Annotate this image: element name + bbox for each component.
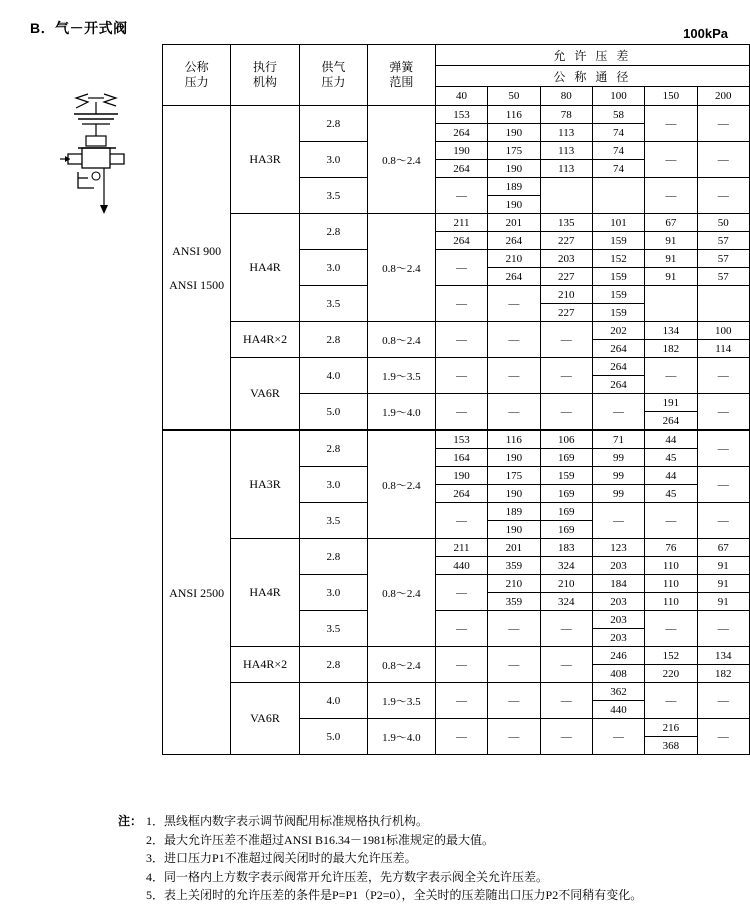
data-cell: 78 bbox=[540, 106, 592, 124]
data-cell: 44 bbox=[645, 430, 697, 449]
data-cell: — bbox=[488, 719, 540, 755]
data-cell: 110 bbox=[645, 593, 697, 611]
note-item: 4．同一格内上方数字表示阀常开允许压差，先方数字表示阀全关允许压差。 bbox=[146, 869, 549, 884]
actuator-label: VA6R bbox=[231, 683, 300, 755]
data-cell: 91 bbox=[697, 557, 749, 575]
supply-pressure-value: 3.0 bbox=[299, 575, 367, 611]
supply-pressure-value: 5.0 bbox=[299, 394, 367, 431]
data-cell: — bbox=[435, 719, 487, 755]
data-cell: 57 bbox=[697, 232, 749, 250]
data-cell: 227 bbox=[540, 232, 592, 250]
data-cell: — bbox=[592, 719, 644, 755]
data-cell: 216 bbox=[645, 719, 697, 737]
data-cell: — bbox=[540, 611, 592, 647]
data-cell: 113 bbox=[540, 160, 592, 178]
data-cell: — bbox=[435, 250, 487, 286]
data-cell: 182 bbox=[697, 665, 749, 683]
data-cell: 45 bbox=[645, 485, 697, 503]
data-cell: 99 bbox=[592, 485, 644, 503]
pneumatic-open-valve-diagram bbox=[58, 92, 148, 222]
data-cell: 110 bbox=[645, 557, 697, 575]
data-cell: 190 bbox=[435, 142, 487, 160]
col-header-allowable-dp: 允 许 压 差 bbox=[435, 45, 749, 66]
data-cell: 50 bbox=[697, 214, 749, 232]
data-cell bbox=[645, 286, 697, 322]
data-cell: — bbox=[435, 503, 487, 539]
supply-pressure-value: 2.8 bbox=[299, 430, 367, 467]
data-cell: 152 bbox=[645, 647, 697, 665]
data-cell: 440 bbox=[592, 701, 644, 719]
supply-pressure-value: 3.5 bbox=[299, 503, 367, 539]
data-cell: — bbox=[540, 683, 592, 719]
actuator-label: HA3R bbox=[231, 106, 300, 214]
spring-range-value: 1.9～4.0 bbox=[367, 394, 435, 431]
data-cell bbox=[592, 178, 644, 214]
data-cell: — bbox=[435, 647, 487, 683]
data-cell: — bbox=[435, 394, 487, 431]
table-row bbox=[163, 647, 750, 665]
data-cell: 264 bbox=[488, 232, 540, 250]
data-cell: — bbox=[697, 142, 749, 178]
table-row bbox=[163, 683, 750, 701]
data-cell: 190 bbox=[435, 467, 487, 485]
spring-range-value: 0.8～2.4 bbox=[367, 106, 435, 214]
data-cell: 264 bbox=[592, 358, 644, 376]
actuator-label: HA4R×2 bbox=[231, 322, 300, 358]
table-row bbox=[163, 539, 750, 557]
data-cell: 201 bbox=[488, 539, 540, 557]
data-cell: 190 bbox=[488, 160, 540, 178]
data-cell: 175 bbox=[488, 467, 540, 485]
data-cell: 169 bbox=[540, 449, 592, 467]
data-cell: 189 bbox=[488, 503, 540, 521]
data-cell: 114 bbox=[697, 340, 749, 358]
data-cell: 359 bbox=[488, 593, 540, 611]
data-cell: — bbox=[435, 575, 487, 611]
data-cell: 159 bbox=[592, 304, 644, 322]
col-header-size-80: 80 bbox=[540, 87, 592, 106]
notes-block bbox=[118, 812, 746, 905]
data-cell: 183 bbox=[540, 539, 592, 557]
data-cell: — bbox=[435, 358, 487, 394]
data-cell: — bbox=[488, 611, 540, 647]
data-cell: 203 bbox=[592, 593, 644, 611]
supply-pressure-value: 4.0 bbox=[299, 683, 367, 719]
data-cell: — bbox=[697, 467, 749, 503]
data-cell: 159 bbox=[592, 268, 644, 286]
data-cell: 211 bbox=[435, 214, 487, 232]
supply-pressure-value: 4.0 bbox=[299, 358, 367, 394]
col-header-size-100: 100 bbox=[592, 87, 644, 106]
supply-pressure-value: 3.0 bbox=[299, 467, 367, 503]
actuator-label: HA3R bbox=[231, 430, 300, 539]
data-cell: 100 bbox=[697, 322, 749, 340]
data-cell: 368 bbox=[645, 737, 697, 755]
data-cell: — bbox=[488, 322, 540, 358]
data-cell: 91 bbox=[645, 250, 697, 268]
data-cell: 264 bbox=[592, 376, 644, 394]
data-cell: — bbox=[645, 142, 697, 178]
data-cell: 116 bbox=[488, 106, 540, 124]
data-cell: 182 bbox=[645, 340, 697, 358]
data-cell: — bbox=[488, 683, 540, 719]
col-header-size-50: 50 bbox=[488, 87, 540, 106]
spring-range-value: 1.9～4.0 bbox=[367, 719, 435, 755]
data-cell: 264 bbox=[435, 124, 487, 142]
data-cell: 220 bbox=[645, 665, 697, 683]
data-cell: 153 bbox=[435, 430, 487, 449]
unit-label: 100kPa bbox=[683, 26, 728, 41]
data-cell: 203 bbox=[592, 629, 644, 647]
data-cell: 264 bbox=[645, 412, 697, 431]
data-cell: 264 bbox=[435, 485, 487, 503]
notes-label: 注： bbox=[118, 814, 143, 828]
data-cell: — bbox=[645, 611, 697, 647]
supply-pressure-value: 2.8 bbox=[299, 214, 367, 250]
data-cell: 210 bbox=[488, 575, 540, 593]
data-cell: 113 bbox=[540, 124, 592, 142]
supply-pressure-value: 3.0 bbox=[299, 142, 367, 178]
data-cell: 362 bbox=[592, 683, 644, 701]
data-cell: 159 bbox=[540, 467, 592, 485]
table-row bbox=[163, 358, 750, 376]
data-cell: 189 bbox=[488, 178, 540, 196]
data-cell: 106 bbox=[540, 430, 592, 449]
data-cell: — bbox=[697, 430, 749, 467]
data-cell: 202 bbox=[592, 322, 644, 340]
data-cell: — bbox=[435, 683, 487, 719]
table-row bbox=[163, 214, 750, 232]
data-cell: 210 bbox=[488, 250, 540, 268]
data-cell: 190 bbox=[488, 521, 540, 539]
spring-range-value: 1.9～3.5 bbox=[367, 358, 435, 394]
actuator-label: HA4R×2 bbox=[231, 647, 300, 683]
data-cell: — bbox=[540, 358, 592, 394]
data-cell: 159 bbox=[592, 286, 644, 304]
data-cell: — bbox=[645, 503, 697, 539]
data-cell: — bbox=[645, 358, 697, 394]
group-label: ANSI 900 ANSI 1500 bbox=[163, 106, 231, 431]
data-cell: 190 bbox=[488, 196, 540, 214]
data-cell: — bbox=[697, 503, 749, 539]
data-cell: 135 bbox=[540, 214, 592, 232]
data-cell: — bbox=[697, 106, 749, 142]
data-cell bbox=[540, 178, 592, 214]
spring-range-value: 0.8～2.4 bbox=[367, 214, 435, 322]
data-cell: — bbox=[488, 647, 540, 683]
table-row bbox=[163, 430, 750, 449]
supply-pressure-value: 3.0 bbox=[299, 250, 367, 286]
data-cell: 113 bbox=[540, 142, 592, 160]
actuator-label: HA4R bbox=[231, 539, 300, 647]
data-cell: — bbox=[697, 394, 749, 431]
data-cell: 169 bbox=[540, 503, 592, 521]
spring-range-value: 0.8～2.4 bbox=[367, 539, 435, 647]
data-cell: 153 bbox=[435, 106, 487, 124]
supply-pressure-value: 3.5 bbox=[299, 178, 367, 214]
data-cell: — bbox=[488, 358, 540, 394]
note-item: 2．最大允许压差不准超过ANSI B16.34－1981标准规定的最大值。 bbox=[146, 832, 495, 847]
data-cell: 101 bbox=[592, 214, 644, 232]
data-cell: 264 bbox=[435, 160, 487, 178]
supply-pressure-value: 5.0 bbox=[299, 719, 367, 755]
data-cell: — bbox=[435, 611, 487, 647]
data-cell: 203 bbox=[592, 611, 644, 629]
data-cell: — bbox=[697, 178, 749, 214]
data-cell: 169 bbox=[540, 521, 592, 539]
data-cell: 408 bbox=[592, 665, 644, 683]
note-item: 注： 1．黑线框内数字表示调节阀配用标准规格执行机构。 bbox=[146, 812, 746, 831]
data-cell: 57 bbox=[697, 250, 749, 268]
data-cell: 210 bbox=[540, 575, 592, 593]
data-cell: 116 bbox=[488, 430, 540, 449]
col-header-size-40: 40 bbox=[435, 87, 487, 106]
data-cell: 99 bbox=[592, 467, 644, 485]
data-cell: 264 bbox=[435, 232, 487, 250]
note-item: 3．进口压力P1不准超过阀关闭时的最大允许压差。 bbox=[146, 851, 417, 865]
col-header-spring-range: 弹簧 范围 bbox=[367, 45, 435, 106]
data-cell: 123 bbox=[592, 539, 644, 557]
actuator-label: HA4R bbox=[231, 214, 300, 322]
spring-range-value: 1.9～3.5 bbox=[367, 683, 435, 719]
note-item: 5．表上关闭时的允许压差的条件是P=P1（P2=0），全关时的压差随出口压力P2不同稍有变化。 bbox=[146, 888, 643, 902]
supply-pressure-value: 2.8 bbox=[299, 106, 367, 142]
table-row bbox=[163, 106, 750, 124]
col-header-nominal-diameter: 公 称 通 径 bbox=[435, 66, 749, 87]
data-cell: 134 bbox=[645, 322, 697, 340]
data-cell: 175 bbox=[488, 142, 540, 160]
data-cell: 74 bbox=[592, 142, 644, 160]
data-cell: — bbox=[488, 394, 540, 431]
data-cell: 164 bbox=[435, 449, 487, 467]
data-cell: 190 bbox=[488, 485, 540, 503]
data-cell: 264 bbox=[488, 268, 540, 286]
data-cell: 190 bbox=[488, 449, 540, 467]
data-cell: — bbox=[540, 719, 592, 755]
data-cell: 67 bbox=[697, 539, 749, 557]
data-cell: 227 bbox=[540, 268, 592, 286]
data-cell: 203 bbox=[540, 250, 592, 268]
spring-range-value: 0.8～2.4 bbox=[367, 647, 435, 683]
table-header-row bbox=[163, 45, 750, 66]
data-cell: 110 bbox=[645, 575, 697, 593]
data-cell: — bbox=[488, 286, 540, 322]
data-cell: — bbox=[697, 719, 749, 755]
col-header-size-150: 150 bbox=[645, 87, 697, 106]
data-cell: — bbox=[645, 178, 697, 214]
data-cell: — bbox=[540, 322, 592, 358]
data-cell: — bbox=[697, 683, 749, 719]
data-cell: 264 bbox=[592, 340, 644, 358]
data-cell: — bbox=[645, 106, 697, 142]
data-cell: 45 bbox=[645, 449, 697, 467]
data-cell: 76 bbox=[645, 539, 697, 557]
data-cell bbox=[697, 286, 749, 322]
data-cell: 210 bbox=[540, 286, 592, 304]
allowable-pressure-difference-table bbox=[162, 44, 750, 755]
data-cell: 227 bbox=[540, 304, 592, 322]
data-cell: — bbox=[592, 394, 644, 431]
col-header-size-200: 200 bbox=[697, 87, 749, 106]
data-cell: — bbox=[435, 322, 487, 358]
data-cell: 359 bbox=[488, 557, 540, 575]
data-cell: 44 bbox=[645, 467, 697, 485]
supply-pressure-value: 2.8 bbox=[299, 322, 367, 358]
data-cell: 324 bbox=[540, 557, 592, 575]
data-cell: 57 bbox=[697, 268, 749, 286]
data-cell: 203 bbox=[592, 557, 644, 575]
data-cell: 91 bbox=[645, 232, 697, 250]
data-cell: 324 bbox=[540, 593, 592, 611]
data-cell: 246 bbox=[592, 647, 644, 665]
data-cell: — bbox=[592, 503, 644, 539]
data-cell: 191 bbox=[645, 394, 697, 412]
data-cell: 159 bbox=[592, 232, 644, 250]
data-cell: — bbox=[435, 178, 487, 214]
supply-pressure-value: 2.8 bbox=[299, 647, 367, 683]
supply-pressure-value: 3.5 bbox=[299, 286, 367, 322]
data-cell: 134 bbox=[697, 647, 749, 665]
data-cell: — bbox=[540, 647, 592, 683]
table-row bbox=[163, 322, 750, 340]
data-cell: — bbox=[645, 683, 697, 719]
data-cell: 190 bbox=[488, 124, 540, 142]
data-cell: 211 bbox=[435, 539, 487, 557]
data-cell: 169 bbox=[540, 485, 592, 503]
data-cell: 67 bbox=[645, 214, 697, 232]
data-cell: — bbox=[697, 611, 749, 647]
data-cell: 74 bbox=[592, 160, 644, 178]
spring-range-value: 0.8～2.4 bbox=[367, 322, 435, 358]
spring-range-value: 0.8～2.4 bbox=[367, 430, 435, 539]
data-cell: 152 bbox=[592, 250, 644, 268]
supply-pressure-value: 2.8 bbox=[299, 539, 367, 575]
data-cell: — bbox=[435, 286, 487, 322]
col-header-supply-pressure: 供气 压力 bbox=[299, 45, 367, 106]
data-cell: 91 bbox=[645, 268, 697, 286]
group-label: ANSI 2500 bbox=[163, 430, 231, 755]
data-cell: 71 bbox=[592, 430, 644, 449]
data-cell: 74 bbox=[592, 124, 644, 142]
data-cell: — bbox=[540, 394, 592, 431]
data-cell: 58 bbox=[592, 106, 644, 124]
supply-pressure-value: 3.5 bbox=[299, 611, 367, 647]
col-header-actuator: 执行 机构 bbox=[231, 45, 300, 106]
data-cell: 184 bbox=[592, 575, 644, 593]
data-cell: — bbox=[697, 358, 749, 394]
data-cell: 201 bbox=[488, 214, 540, 232]
actuator-label: VA6R bbox=[231, 358, 300, 431]
page-title: B．气－开式阀 bbox=[30, 20, 128, 36]
col-header-nominal-pressure: 公称 压力 bbox=[163, 45, 231, 106]
data-cell: 440 bbox=[435, 557, 487, 575]
data-cell: 99 bbox=[592, 449, 644, 467]
data-cell: 91 bbox=[697, 593, 749, 611]
data-cell: 91 bbox=[697, 575, 749, 593]
